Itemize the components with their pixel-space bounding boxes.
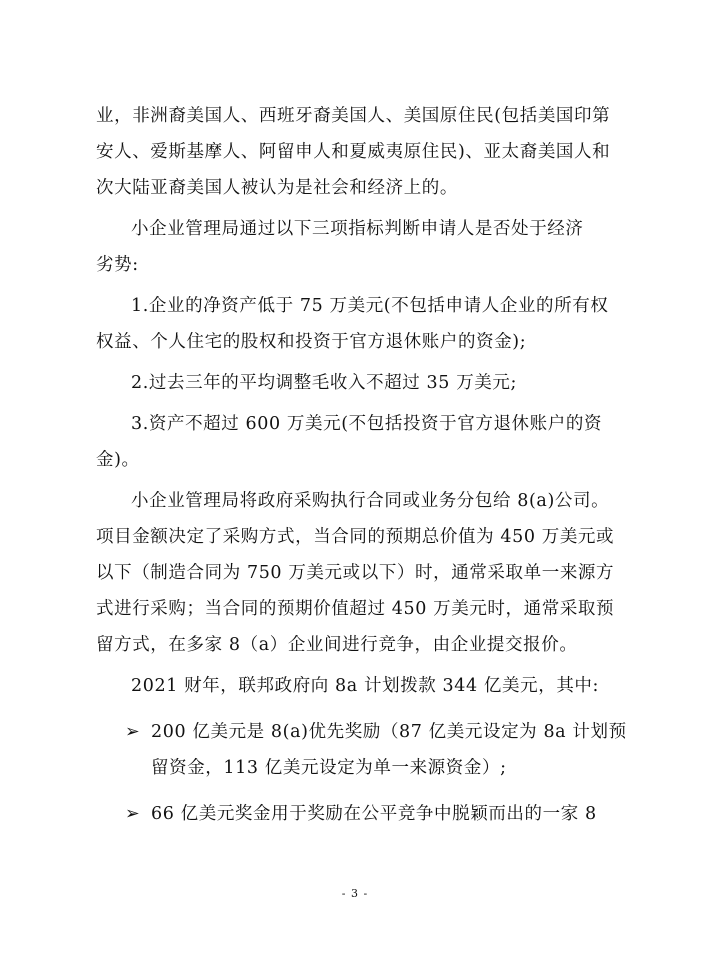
paragraph-line: 小企业管理局将政府采购执行合同或业务分包给 8(a)公司。 — [131, 491, 610, 511]
paragraph-line: 小企业管理局通过以下三项指标判断申请人是否处于经济 — [131, 219, 584, 239]
list-item-2: 2.过去三年的平均调整毛收入不超过 35 万美元; — [131, 373, 517, 393]
list-item-1: 1.企业的净资产低于 75 万美元(不包括申请人企业的所有权 — [131, 296, 609, 316]
bullet-line: 200 亿美元是 8(a)优先奖励（87 亿美元设定为 8a 计划预 — [151, 722, 627, 742]
paragraph-line: 以下（制造合同为 750 万美元或以下）时，通常采取单一来源方 — [96, 563, 615, 583]
bullet-item-2 — [96, 796, 626, 832]
page-number: - 3 - — [341, 887, 369, 900]
paragraph-line: 安人、爱斯基摩人、阿留申人和夏威夷原住民)、亚太裔美国人和 — [96, 142, 611, 162]
paragraph-line: 金)。 — [96, 450, 140, 470]
bullet-item-1 — [96, 714, 626, 786]
paragraph-line: 业，非洲裔美国人、西班牙裔美国人、美国原住民(包括美国印第 — [96, 106, 611, 126]
arrow-bullet-icon: ➢ — [125, 722, 141, 742]
paragraph-line: 权益、个人住宅的股权和投资于官方退休账户的资金); — [96, 332, 527, 352]
paragraph-line: 2021 财年，联邦政府向 8a 计划拨款 344 亿美元，其中: — [131, 676, 600, 696]
paragraph-line: 项目金额决定了采购方式，当合同的预期总价值为 450 万美元或 — [96, 527, 615, 547]
paragraph-line: 次大陆亚裔美国人被认为是社会和经济上的。 — [96, 178, 458, 198]
list-item-3: 3.资产不超过 600 万美元(不包括投资于官方退休账户的资 — [131, 414, 603, 434]
bullet-line: 66 亿美元奖金用于奖励在公平竞争中脱颖而出的一家 8 — [151, 804, 597, 824]
paragraph-line: 劣势: — [96, 255, 139, 275]
arrow-bullet-icon: ➢ — [125, 804, 141, 824]
paragraph-line: 式进行采购；当合同的预期价值超过 450 万美元时，通常采取预 — [96, 599, 615, 619]
body-text — [96, 98, 626, 832]
paragraph-line: 留方式，在多家 8（a）企业间进行竞争，由企业提交报价。 — [96, 635, 578, 655]
bullet-line: 留资金，113 亿美元设定为单一来源资金）; — [151, 758, 507, 778]
